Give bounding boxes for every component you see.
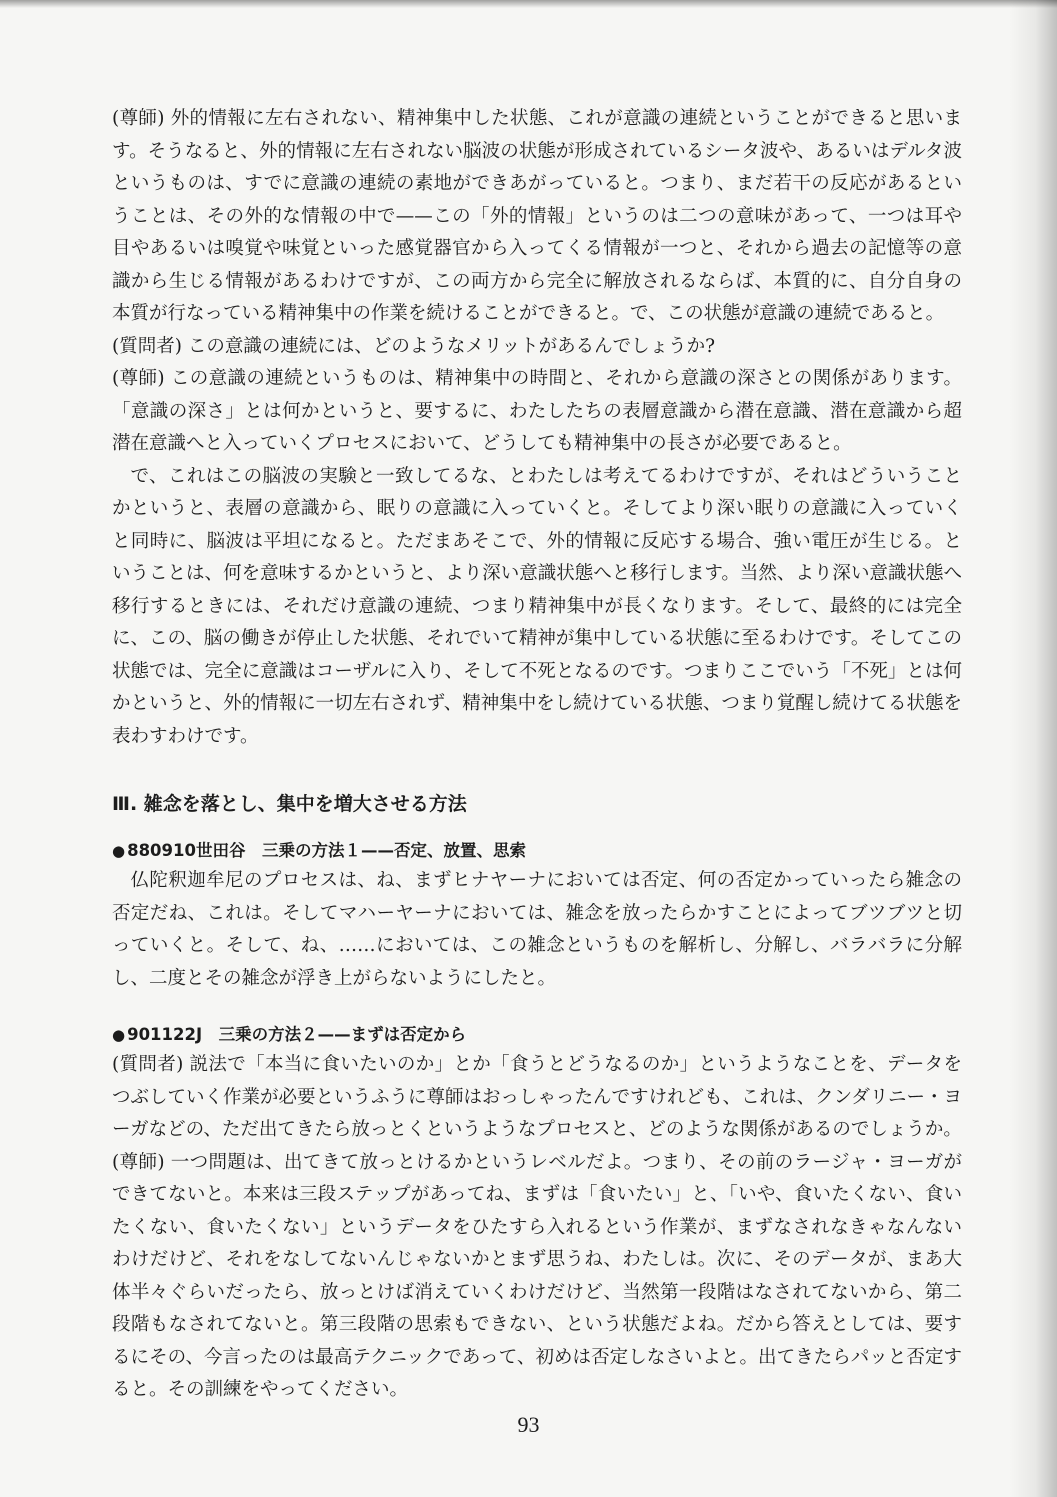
paragraph-brainwave: で、これはこの脳波の実験と一致してるな、とわたしは考えてるわけですが、それはどういうことかというと、表層の意識から、眠りの意識に入っていくと。そしてより深い眠りの意識に入っていくと同時に、脳波は平坦になると。ただまあそこで、外的情報に反応する場合、強い電圧が生じる。ということは、何を意味するかというと、より深い意識状態へと移行します。当然、より深い意識状態へ移行するときには、それだけ意識の連続、つまり精神集中が長くなります。そして、最終的には完全に、この、脳の働きが停止した状態、それでいて精神が集中している状態に至るわけです。そしてこの状態では、完全に意識はコーザルに入り、そして不死となるのです。つまりここでいう「不死」とは何かというと、外的情報に一切左右されず、精神集中をし続けている状態、つまり覚醒し続けてる状態を表わすわけです。 (112, 465, 962, 747)
sub-heading-1-title: 880910世田谷 三乗の方法１——否定、放置、思索 (127, 841, 526, 860)
section-heading: Ⅲ. 雑念を落とし、集中を増大させる方法 (112, 793, 467, 815)
scan-top-edge (0, 0, 1057, 8)
bullet-icon: ● (112, 842, 126, 860)
sub-heading-2 (112, 1021, 962, 1049)
page-body (112, 103, 962, 1407)
paragraph-questioner-1: (質問者) この意識の連続には、どのようなメリットがあるんでしょうか? (112, 335, 715, 357)
paragraph-sonshi-3: (尊師) 一つ問題は、出てきて放っとけるかというレベルだよ。つまり、その前のラージャ・ヨーガができてないと。本来は三段ステップがあってね、まずは「食いたい」と、「いや、食いたくない、食いたくない、食いたくない」というデータをひたすら入れるという作業が、まずなされなきゃなんないわけだけど、それをなしてないんじゃないかとまず思うね、わたしは。次に、そのデータが、まあ大体半々ぐらいだったら、放っとけば消えていくわけだけど、当然第一段階はなされてないから、第二段階もなされてないと。第三段階の思索もできない、という状態だよね。だから答えとしては、要するにその、今言ったのは最高テクニックであって、初めは否定しなさいよと。出てきたらパッと否定すると。その訓練をやってください。 (112, 1151, 962, 1400)
paragraph-questioner-2: (質問者) 説法で「本当に食いたいのか」とか「食うとどうなるのか」というようなことを、データをつぶしていく作業が必要というふうに尊師はおっしゃったんですけれども、これは、クンダリニー・ヨーガなどの、ただ出てきたら放っとくというようなプロセスと、どのような関係があるのでしょうか。 (112, 1054, 962, 1140)
sub-heading-2-title: 901122J 三乗の方法２——まずは否定から (127, 1025, 467, 1044)
scan-right-edge (1009, 0, 1057, 1497)
bullet-icon: ● (112, 1026, 126, 1044)
paragraph-three-vehicles-1: 仏陀釈迦牟尼のプロセスは、ね、まずヒナヤーナにおいては否定、何の否定かっていったら雑念の否定だね、これは。そしてマハーヤーナにおいては、雑念を放ったらかすことによってブツブツと切っていくと。そして、ね、……においては、この雑念というものを解析し、分解し、バラバラに分解し、二度とその雑念が浮き上がらないようにしたと。 (112, 870, 962, 989)
page-number: 93 (517, 1412, 540, 1437)
paragraph-sonshi-1: (尊師) 外的情報に左右されない、精神集中した状態、これが意識の連続ということができると思います。そうなると、外的情報に左右されない脳波の状態が形成されているシータ波や、あるいはデルタ波というものは、すでに意識の連続の素地ができあがっていると。つまり、まだ若干の反応があるということは、その外的な情報の中で——この「外的情報」というのは二つの意味があって、一つは耳や目やあるいは嗅覚や味覚といった感覚器官から入ってくる情報が一つと、それから過去の記憶等の意識から生じる情報があるわけですが、この両方から完全に解放されるならば、本質的に、自分自身の本質が行なっている精神集中の作業を続けることができると。で、この状態が意識の連続であると。 (112, 108, 962, 324)
paragraph-sonshi-2: (尊師) この意識の連続というものは、精神集中の時間と、それから意識の深さとの関係があります。「意識の深さ」とは何かというと、要するに、わたしたちの表層意識から潜在意識、潜在意識から超潜在意識へと入っていくプロセスにおいて、どうしても精神集中の長さが必要であると。 (112, 368, 962, 454)
sub-heading-1 (112, 837, 962, 865)
